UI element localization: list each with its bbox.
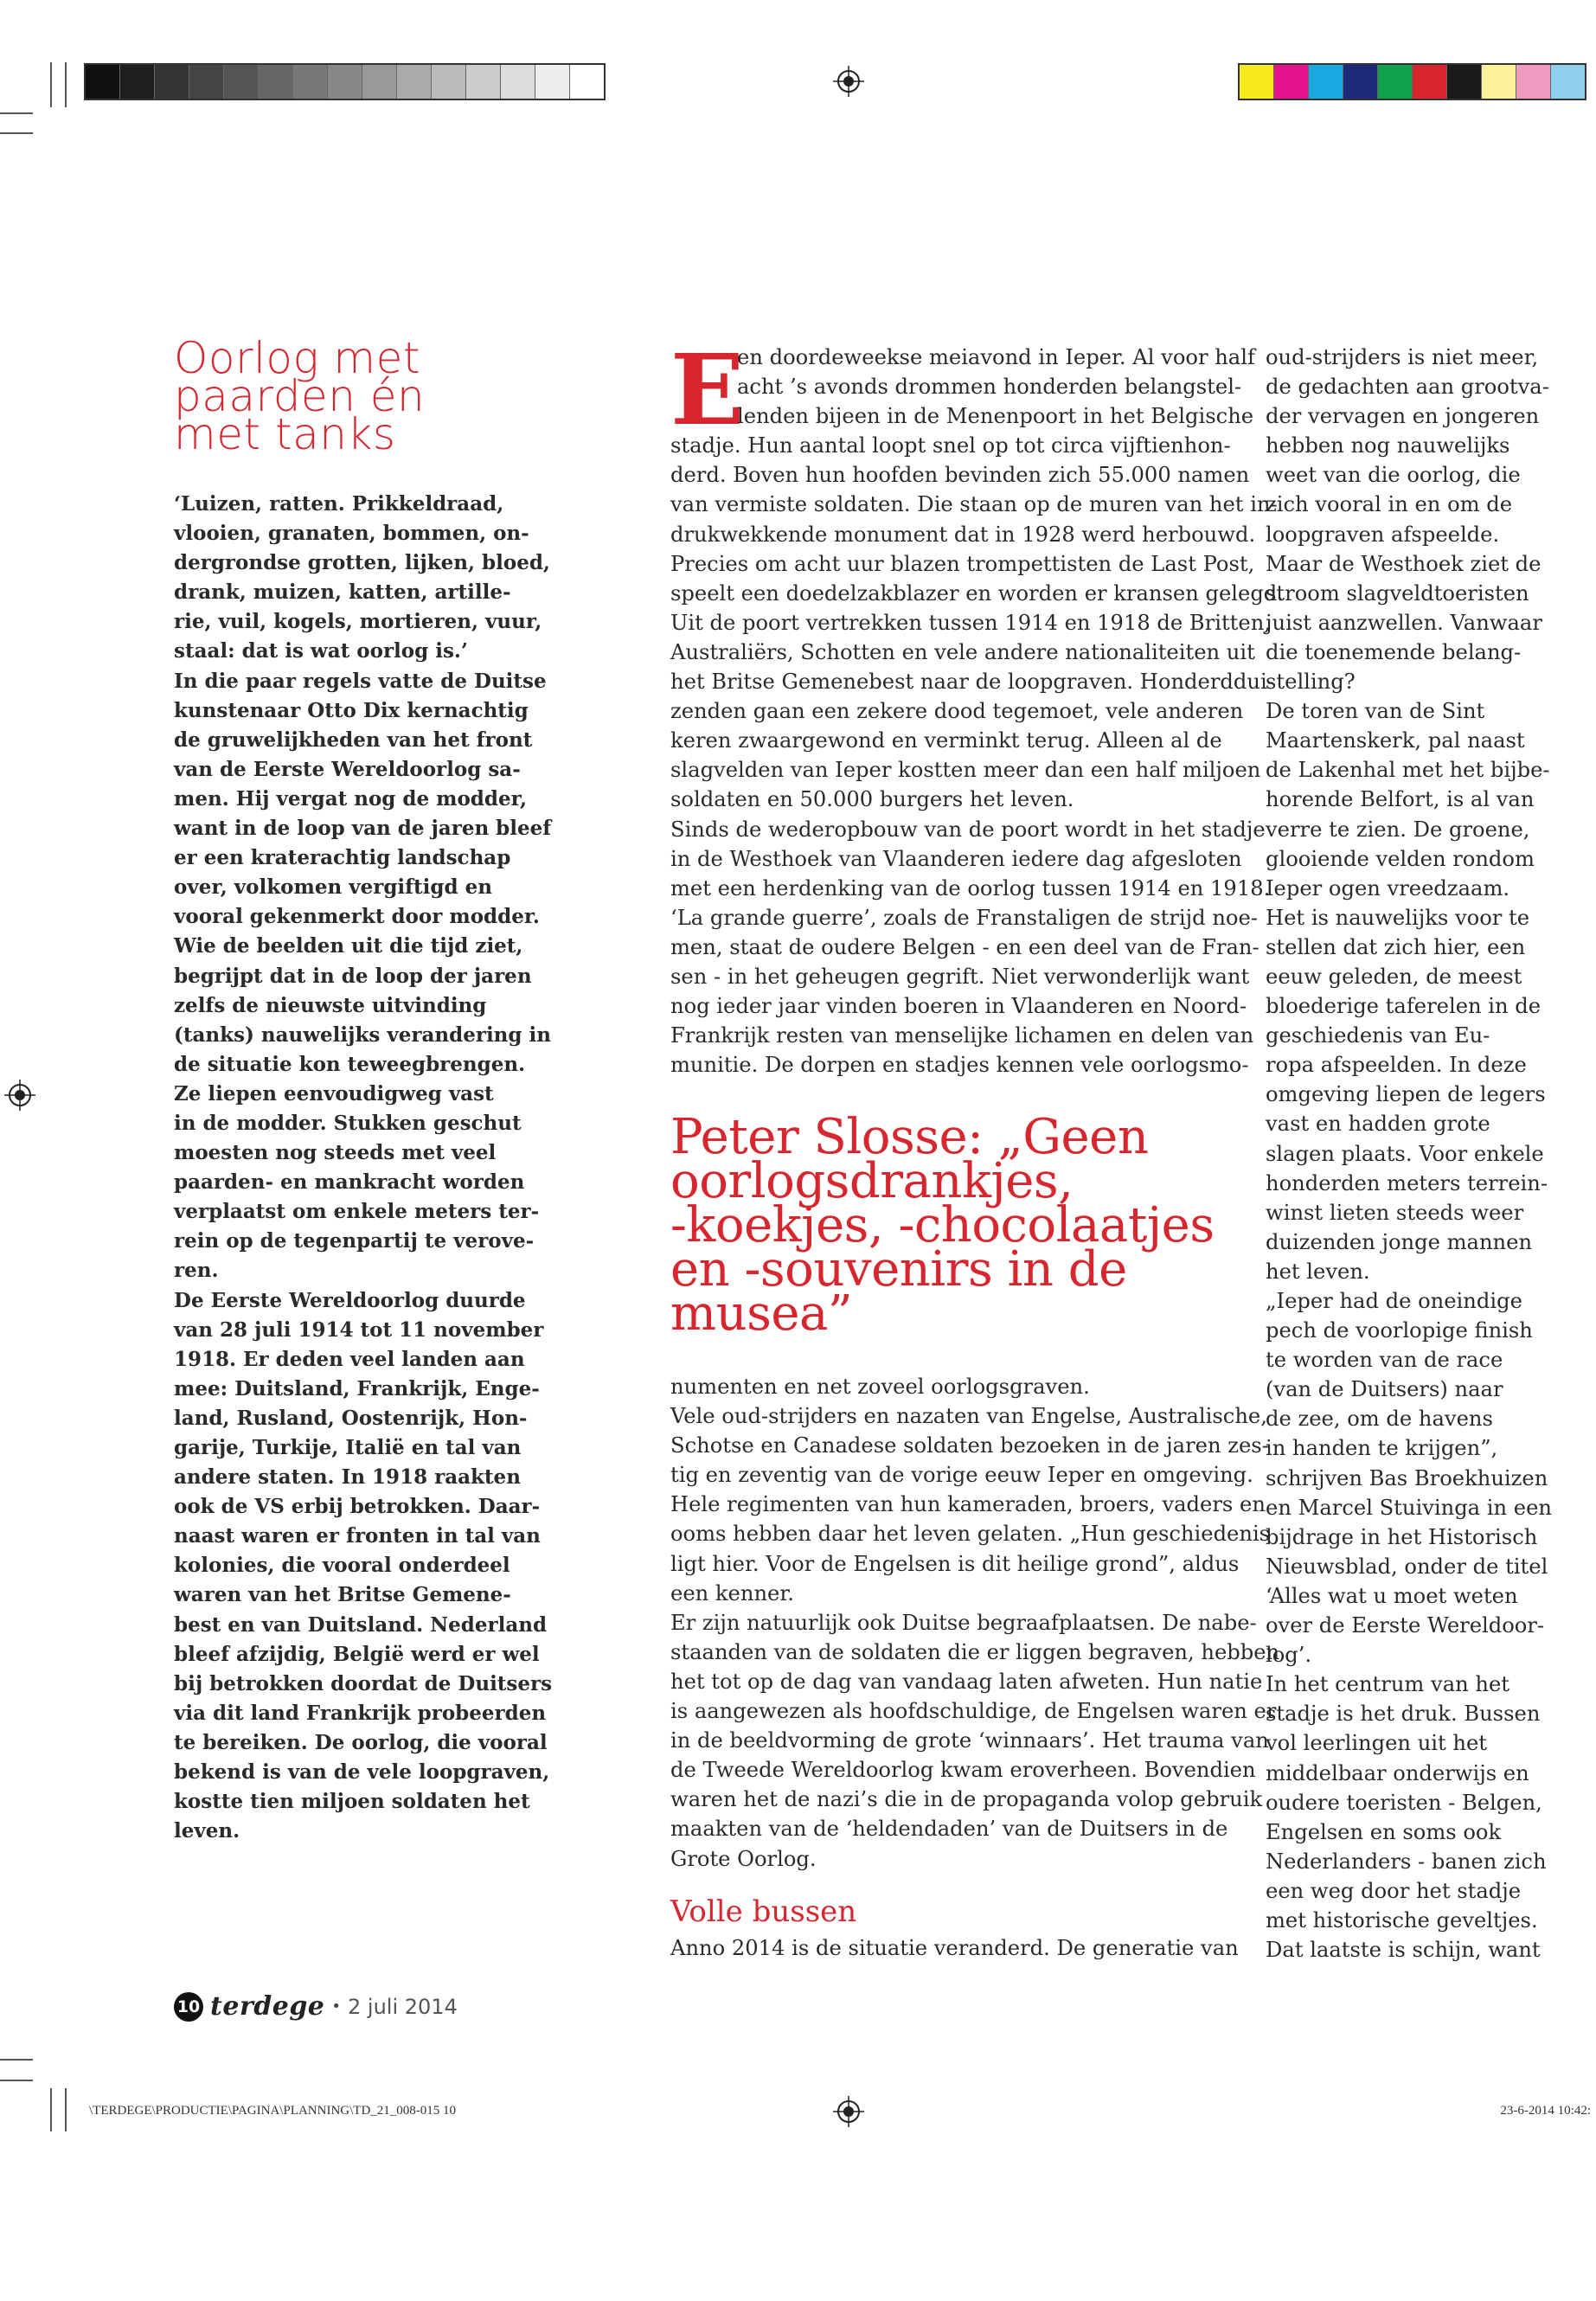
text-line: paarden- en mankracht worden <box>174 1170 525 1195</box>
text-line: Het is nauwelijks voor te <box>1266 905 1530 930</box>
text-line: vlooien, granaten, bommen, on- <box>174 522 529 546</box>
text-line: de gruwelijkheden van het front <box>174 727 533 752</box>
text-line: stelling? <box>1266 670 1356 695</box>
text-line: bijdrage in het Historisch <box>1266 1524 1538 1549</box>
text-line: sen - in het geheugen gegrift. Niet verwonderlijk want <box>670 964 1250 989</box>
article-continued <box>670 1372 1280 1874</box>
text-line: Ze liepen eenvoudigweg vast <box>174 1081 494 1106</box>
text-line: „Ieper had de oneindige <box>1266 1289 1522 1313</box>
quote-line: musea” <box>670 1285 853 1342</box>
text-line: eeuw geleden, de meest <box>1266 964 1522 989</box>
color-swatch <box>1273 65 1308 99</box>
section-subheading: Volle bussen <box>670 1894 857 1929</box>
text-line: in de modder. Stukken geschut <box>174 1111 522 1135</box>
text-line: het leven. <box>1266 1259 1370 1284</box>
text-line: men. Hij vergat nog de modder, <box>174 786 528 811</box>
text-line: over de Eerste Wereldoor- <box>1266 1613 1545 1638</box>
text-line: ‘La grande guerre’, zoals de Franstaligen de strijd noe- <box>670 905 1258 930</box>
text-line: soldaten en 50.000 burgers het leven. <box>670 787 1074 812</box>
text-line: over, volkomen vergiftigd en <box>174 875 492 900</box>
text-line: middelbaar onderwijs en <box>1266 1760 1529 1785</box>
gray-swatch <box>396 65 431 99</box>
text-line: Schotse en Canadese soldaten bezoeken in de jaren zes- <box>670 1433 1269 1458</box>
sidebar-body <box>174 490 553 1846</box>
text-line: van 28 juli 1914 tot 11 november <box>174 1317 544 1342</box>
text-line: geschiedenis van Eu- <box>1266 1023 1490 1048</box>
text-line: Grote Oorlog. <box>670 1846 817 1871</box>
text-line: Maar de Westhoek ziet de <box>1266 551 1542 576</box>
text-line: omgeving liepen de legers <box>1266 1082 1546 1107</box>
text-line: kunstenaar Otto Dix kernachtig <box>174 698 529 722</box>
page-footer <box>174 1991 458 2022</box>
heading-line: paarden én <box>174 371 426 421</box>
text-line: bekend is van de vele loopgraven, <box>174 1760 550 1785</box>
article-right-column <box>1266 343 1552 1965</box>
text-line: rie, vuil, kogels, mortieren, vuur, <box>174 610 542 634</box>
gray-swatch <box>223 65 258 99</box>
text-line: Nederlanders - banen zich <box>1266 1849 1547 1874</box>
text-line: de gedachten aan grootva- <box>1266 375 1549 400</box>
heading-line: Oorlog met <box>174 333 420 383</box>
text-line: oudere toeristen - Belgen, <box>1266 1790 1542 1815</box>
text-line: de zee, om de havens <box>1266 1407 1493 1432</box>
text-line: slagen plaats. Voor enkele <box>1266 1141 1544 1166</box>
text-line: zenden gaan een zekere dood tegemoet, vele anderen <box>670 699 1244 724</box>
text-line: in de Westhoek van Vlaanderen iedere dag afgesloten <box>670 846 1242 871</box>
text-line: loopgraven afspeelde. <box>1266 522 1500 547</box>
text-line: best en van Duitsland. Nederland <box>174 1612 548 1637</box>
color-swatch <box>1481 65 1516 99</box>
color-swatch <box>1446 65 1481 99</box>
text-line: numenten en net zoveel oorlogsgraven. <box>670 1375 1090 1399</box>
text-line: staal: dat is wat oorlog is.’ <box>174 639 468 663</box>
text-line: acht ’s avonds drommen honderden belangstel- <box>737 375 1242 400</box>
issue-date: 2 juli 2014 <box>348 1994 458 2019</box>
text-line: leven. <box>174 1819 240 1843</box>
gray-swatch <box>86 65 119 99</box>
text-line: de Lakenhal met het bijbe- <box>1266 758 1550 783</box>
text-line: een weg door het stadje <box>1266 1878 1522 1903</box>
gray-swatch <box>465 65 500 99</box>
registration-mark-top <box>833 66 864 97</box>
text-line: glooiende velden rondom <box>1266 846 1535 871</box>
text-line: naast waren er fronten in tal van <box>174 1524 541 1548</box>
print-slug-path: \TERDEGE\PRODUCTIE\PAGINA\PLANNING\TD_21_008-015 10 <box>89 2104 457 2118</box>
text-line: met historische geveltjes. <box>1266 1907 1538 1932</box>
text-line: die toenemende belang- <box>1266 639 1522 664</box>
text-line: het tot op de dag van vandaag laten afweten. Hun natie <box>670 1669 1263 1694</box>
color-swatch <box>1516 65 1550 99</box>
text-line: moesten nog steeds met veel <box>174 1141 497 1165</box>
color-swatch <box>1343 65 1377 99</box>
text-line: ‘Alles wat u moet weten <box>1266 1583 1518 1608</box>
text-line: en doordeweekse meiavond in Ieper. Al voor half <box>737 345 1255 369</box>
gray-swatch <box>189 65 223 99</box>
pull-quote-heading <box>670 1109 1259 1342</box>
text-line: kostte tien miljoen soldaten het <box>174 1790 530 1814</box>
text-line: (tanks) nauwelijks verandering in <box>174 1022 551 1047</box>
text-line: slagvelden van Ieper kostten meer dan een half miljoen <box>670 758 1261 783</box>
color-swatch <box>1240 65 1273 99</box>
text-line: is aangewezen als hoofdschuldige, de Engelsen waren er <box>670 1699 1277 1724</box>
text-line: tig en zeventig van de vorige eeuw Ieper en omgeving. <box>670 1463 1253 1488</box>
text-line: verplaatst om enkele meters ter- <box>174 1200 540 1224</box>
text-line: Nieuwsblad, onder de titel <box>1266 1554 1548 1579</box>
gray-swatch <box>292 65 327 99</box>
text-line: Uit de poort vertrekken tussen 1914 en 1918 de Britten, <box>670 610 1271 635</box>
page-number: 10 <box>174 1992 203 2022</box>
gray-swatch <box>119 65 154 99</box>
text-line: men, staat de oudere Belgen - en een deel van de Fran- <box>670 934 1259 959</box>
text-line: lenden bijeen in de Menenpoort in het Belgische <box>737 404 1254 429</box>
footer-bullet: • <box>331 1997 342 2016</box>
text-line: zelfs de nieuwste uitvinding <box>174 993 487 1017</box>
text-line: begrijpt dat in de loop der jaren <box>174 964 532 988</box>
heading-line: met tanks <box>174 409 396 459</box>
text-line: Australiërs, Schotten en vele andere nationaliteiten uit <box>670 639 1255 664</box>
text-line: de situatie kon teweegbrengen. <box>174 1052 526 1076</box>
text-line: horende Belfort, is al van <box>1266 787 1535 812</box>
text-line: speelt een doedelzakblazer en worden er kransen gelegd. <box>670 580 1284 606</box>
text-line: Hele regimenten van hun kameraden, broers, vaders en <box>670 1492 1266 1517</box>
text-line: zich vooral in en om de <box>1266 492 1513 517</box>
text-line: bloederige taferelen in de <box>1266 994 1542 1019</box>
text-line: keren zwaargewond en verminkt terug. Alleen al de <box>670 728 1222 753</box>
text-line: der vervagen en jongeren <box>1266 404 1540 429</box>
text-line: ropa afspeelden. In deze <box>1266 1053 1527 1078</box>
text-line: bleef afzijdig, België werd er wel <box>174 1642 540 1666</box>
text-line: waren van het Britse Gemene- <box>174 1583 511 1607</box>
text-line: het Britse Gemenebest naar de loopgraven. Honderddui- <box>670 670 1274 695</box>
text-line: In die paar regels vatte de Duitse <box>174 669 547 693</box>
text-line: ligt hier. Voor de Engelsen is dit heilige grond”, aldus <box>670 1551 1240 1576</box>
text-line: in de beeldvorming de grote ‘winnaars’. Het trauma van <box>670 1728 1269 1753</box>
text-line: stroom slagveldtoeristen <box>1266 580 1529 606</box>
quote-line: en -souvenirs in de <box>670 1241 1127 1298</box>
text-line: derd. Boven hun hoofden bevinden zich 55.000 namen <box>670 463 1250 488</box>
crop-mark <box>65 2088 67 2131</box>
text-line: In het centrum van het <box>1266 1672 1510 1697</box>
text-line: want in de loop van de jaren bleef <box>174 817 552 841</box>
text-line: andere staten. In 1918 raakten <box>174 1465 521 1490</box>
text-line: drukwekkende monument dat in 1928 werd herbouwd. <box>670 522 1256 547</box>
text-line: De toren van de Sint <box>1266 699 1485 724</box>
article-final-line: Anno 2014 is de situatie veranderd. De generatie van <box>670 1936 1239 1960</box>
text-line: bij betrokken doordat de Duitsers <box>174 1671 553 1695</box>
gray-swatch <box>154 65 189 99</box>
text-line: (van de Duitsers) naar <box>1266 1377 1503 1402</box>
quote-line: Peter Slosse: „Geen <box>670 1109 1149 1165</box>
gray-swatch <box>569 65 604 99</box>
text-line: pech de voorlopige finish <box>1266 1318 1533 1343</box>
text-line: winst lieten steeds weer <box>1266 1200 1524 1225</box>
text-line: ‘Luizen, ratten. Prikkeldraad, <box>174 492 504 516</box>
text-line: schrijven Bas Broekhuizen <box>1266 1465 1548 1490</box>
text-line: duizenden jonge mannen <box>1266 1229 1533 1254</box>
color-swatch <box>1412 65 1446 99</box>
text-line: en Marcel Stuivinga in een <box>1266 1495 1552 1520</box>
article-intro <box>670 334 1284 1080</box>
text-line: de Tweede Wereldoorlog kwam eroverheen. Bovendien <box>670 1758 1256 1783</box>
crop-mark <box>0 2080 33 2081</box>
print-slug-timestamp: 23-6-2014 10:42: <box>1500 2104 1591 2118</box>
text-line: waren het de nazi’s die in de propaganda volop gebruik <box>670 1787 1263 1812</box>
text-line: Engelsen en soms ook <box>1266 1819 1502 1844</box>
gray-swatch <box>327 65 362 99</box>
text-line: maakten van de ‘heldendaden’ van de Duitsers in de <box>670 1817 1228 1842</box>
crop-mark <box>50 62 52 107</box>
text-line: te bereiken. De oorlog, die vooral <box>174 1730 548 1754</box>
quote-line: -koekjes, -chocolaatjes <box>670 1197 1215 1253</box>
gray-swatch <box>431 65 465 99</box>
text-line: stadje is het druk. Bussen <box>1266 1702 1541 1727</box>
text-line: ook de VS erbij betrokken. Daar- <box>174 1495 541 1519</box>
color-bar <box>1238 63 1586 100</box>
text-line: kolonies, die vooral onderdeel <box>174 1554 510 1578</box>
text-line: honderden meters terrein- <box>1266 1170 1548 1195</box>
text-line: Ieper ogen vreedzaam. <box>1266 875 1510 901</box>
text-line: Dat laatste is schijn, want <box>1266 1938 1541 1963</box>
text-line: vooral gekenmerkt door modder. <box>174 905 540 929</box>
crop-mark <box>0 112 33 114</box>
gray-swatch <box>362 65 396 99</box>
crop-mark <box>50 2088 52 2131</box>
text-line: in handen te krijgen”, <box>1266 1436 1498 1461</box>
gray-swatch <box>500 65 535 99</box>
text-line: oud-strijders is niet meer, <box>1266 345 1539 369</box>
text-line: te worden van de race <box>1266 1348 1503 1373</box>
text-line: garije, Turkije, Italië en tal van <box>174 1436 522 1459</box>
text-line: land, Rusland, Oostenrijk, Hon- <box>174 1406 528 1430</box>
text-line: weet van die oorlog, die <box>1266 463 1521 488</box>
grayscale-bar <box>84 63 606 100</box>
text-line: met een herdenking van de oorlog tussen 1914 en 1918. <box>670 875 1271 901</box>
drop-cap: E <box>670 334 745 447</box>
text-line: staanden van de soldaten die er liggen begraven, hebben <box>670 1639 1280 1664</box>
text-line: De Eerste Wereldoorlog duurde <box>174 1288 526 1312</box>
text-line: Frankrijk resten van menselijke lichamen en delen van <box>670 1023 1254 1048</box>
text-line: munitie. De dorpen en stadjes kennen vele oorlogsmo- <box>670 1053 1249 1078</box>
text-line: rein op de tegenpartij te verove- <box>174 1229 535 1253</box>
registration-mark-bottom <box>833 2096 864 2127</box>
text-line: juist aanzwellen. Vanwaar <box>1266 610 1542 635</box>
text-line: stellen dat zich hier, een <box>1266 934 1526 959</box>
text-line: Maartenskerk, pal naast <box>1266 728 1525 753</box>
registration-mark-left <box>4 1080 35 1111</box>
text-line: een kenner. <box>670 1580 794 1606</box>
text-line: Sinds de wederopbouw van de poort wordt in het stadje <box>670 817 1266 842</box>
text-line: verre te zien. De groene, <box>1266 817 1530 842</box>
text-line: vast en hadden grote <box>1266 1112 1490 1137</box>
text-line: vol leerlingen uit het <box>1266 1731 1488 1756</box>
gray-swatch <box>535 65 569 99</box>
brand-logo: terdege <box>210 1991 325 2022</box>
text-line: ren. <box>174 1259 219 1283</box>
crop-mark <box>0 132 33 134</box>
quote-line: oorlogsdrankjes, <box>670 1153 1074 1209</box>
text-line: van de Eerste Wereldoorlog sa- <box>174 757 521 781</box>
sidebar-heading <box>174 333 537 459</box>
text-line: ooms hebben daar het leven gelaten. „Hun geschiedenis <box>670 1522 1271 1547</box>
color-swatch <box>1377 65 1412 99</box>
gray-swatch <box>258 65 292 99</box>
color-swatch <box>1550 65 1585 99</box>
text-line: stadje. Hun aantal loopt snel op tot circa vijftienhon- <box>670 433 1231 458</box>
text-line: er een kraterachtig landschap <box>174 846 511 870</box>
text-line: via dit land Frankrijk probeerden <box>174 1701 547 1725</box>
text-line: mee: Duitsland, Frankrijk, Enge- <box>174 1376 540 1400</box>
crop-mark <box>0 2059 33 2061</box>
text-line: Wie de beelden uit die tijd ziet, <box>174 934 523 958</box>
text-line: Precies om acht uur blazen trompettisten de Last Post, <box>670 551 1255 576</box>
crop-mark <box>65 62 67 107</box>
text-line: Vele oud-strijders en nazaten van Engelse, Australische, <box>670 1404 1267 1429</box>
text-line: van vermiste soldaten. Die staan op de muren van het in- <box>670 492 1278 517</box>
text-line: Er zijn natuurlijk ook Duitse begraafplaatsen. De nabe- <box>670 1610 1257 1635</box>
text-line: hebben nog nauwelijks <box>1266 433 1510 458</box>
text-line: nog ieder jaar vinden boeren in Vlaanderen en Noord- <box>670 994 1247 1019</box>
text-line: 1918. Er deden veel landen aan <box>174 1347 525 1371</box>
text-line: log’. <box>1266 1643 1312 1668</box>
color-swatch <box>1308 65 1343 99</box>
text-line: drank, muizen, katten, artille- <box>174 580 511 605</box>
text-line: dergrondse grotten, lijken, bloed, <box>174 551 550 575</box>
